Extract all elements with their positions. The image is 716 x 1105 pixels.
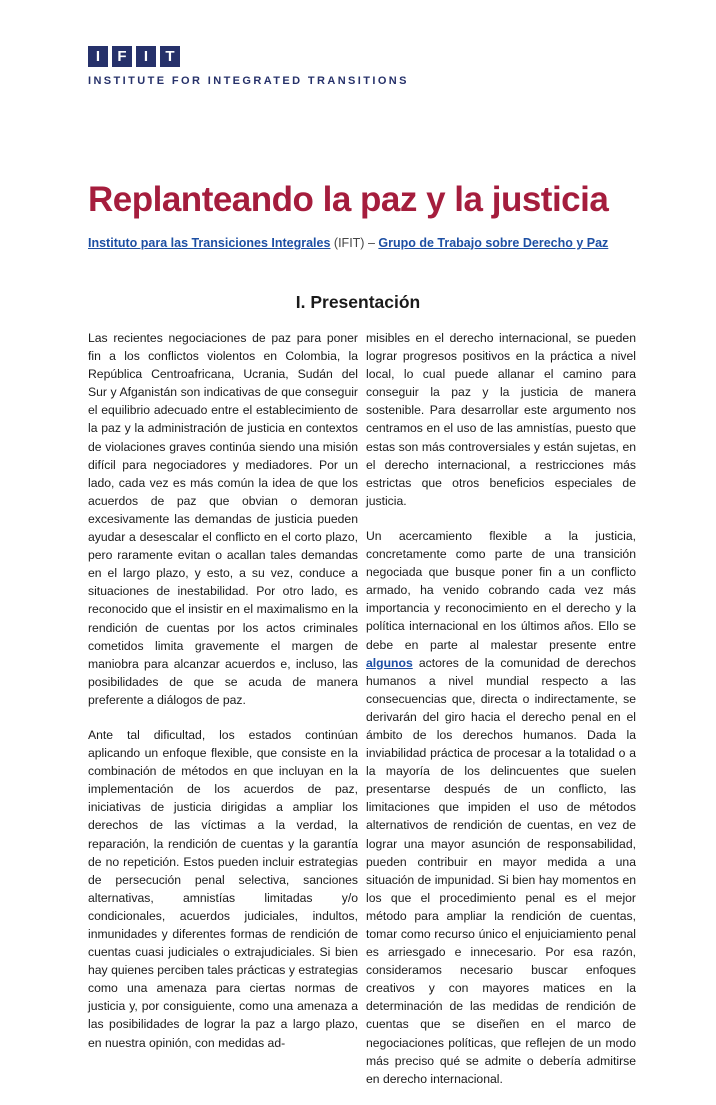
paragraph: Ante tal dificultad, los estados continúan aplicando un enfoque flexible, que consiste en la combinación de métodos en que incluyan en la implementación de los acuerdos de paz, iniciativas de justicia dirigidas a ampliar los derechos de las víctimas a la verdad, la reparación, la rendición de cuentas y la garantía de no repetición. Estos pueden incluir estrategias de persecución penal selectiva, sanciones alternativas, amnistías limitadas y/o condicionales, acuerdos judiciales, indultos, inmunidades y diferentes formas de rendición de cuentas cuasi judiciales o extrajudiciales. Si bien hay quienes perciben tales prácticas y estrategias como una amenaza para ciertas normas de justicia y, por consiguiente, como una amenaza a las posibilidades de lograr la paz a largo plazo, en nuestra opinión, con medidas ad-	[88, 727, 358, 1050]
algunos-link[interactable]: algunos	[366, 655, 413, 670]
paragraph-text: actores de la comunidad de derechos humanos a nivel mundial respecto a las consecuencias que, directa o indirectamente, se derivarán del giro hacia el derecho penal en el ámbito de los derechos humanos. Dada la inviabilidad práctica de procesar a la totalidad o a la mayoría de los delincuentes que suelen presentarse después de un conflicto, las limitaciones que impiden el uso de métodos alternativos de rendición de cuentas, en vez de lograr una mayor asunción de responsabilidad, pueden contribuir en mayor medida a una situación de impunidad. Si bien hay momentos en los que el procedimiento penal es el mejor método para ampliar la rendición de cuentas, tomar como recurso único el enjuiciamiento penal es arriesgado e innecesario. Por esa razón, consideramos necesario buscar enfoques creativos y con mayores matices en la determinación de las medidas de rendición de cuentas que se diseñen en el marco de negociaciones políticas, que reflejen de un modo más preciso qué se admite o debería admitirse en derecho internacional.	[366, 655, 636, 1086]
logo-letter-i: I	[88, 46, 108, 67]
institute-tagline: INSTITUTE FOR INTEGRATED TRANSITIONS	[88, 75, 409, 87]
institute-link[interactable]: Instituto para las Transiciones Integrales	[88, 236, 331, 250]
paragraph	[366, 527, 636, 1088]
ifit-abbreviation: (IFIT) –	[330, 236, 379, 250]
right-column	[366, 329, 636, 1105]
logo-letter-f: F	[112, 46, 132, 67]
logo-letter-i2: I	[136, 46, 156, 67]
authors-line	[88, 236, 608, 250]
left-column	[88, 329, 358, 1069]
section-heading: I. Presentación	[295, 292, 421, 312]
page-title: Replanteando la paz y la justicia	[88, 180, 609, 219]
ifit-logo	[88, 46, 180, 67]
paragraph: misibles en el derecho internacional, se pueden lograr progresos positivos en la práctica a nivel local, lo cual puede allanar el camino para conseguir la paz y la justicia de manera sostenible. Para desarrollar este argumento nos centramos en el uso de las amnistías, puesto que estas son más controversiales y están sujetas, en el derecho internacional, a restricciones más estrictas que otros beneficios especiales de justicia.	[366, 331, 636, 508]
working-group-link[interactable]: Grupo de Trabajo sobre Derecho y Paz	[378, 236, 609, 250]
logo-letter-t: T	[160, 46, 180, 67]
paragraph: Las recientes negociaciones de paz para poner fin a los conflictos violentos en Colombia, la República Centroafricana, Ucrania, Sudán del Sur y Afganistán son indicativas de que conseguir el equilibrio adecuado entre el establecimiento de la paz y la administración de justicia en contextos de violaciones graves continúa siendo una misión difícil para negociadores y mediadores. Por un lado, cada vez es más común la idea de que los acuerdos de paz que obvian o demoran excesivamente las demandas de justicia pueden ayudar a desescalar el conflicto en el corto plazo, pero raramente evitan o acallan tales demandas en el largo plazo, y esto, a su vez, conduce a situaciones de inestabilidad. Por otro lado, es reconocido que el insistir en el maximalismo en la rendición de cuentas por los actos criminales cometidos limita gravemente el margen de maniobra para alcanzar acuerdos e, incluso, las posibilidades de que se acuda de manera preferente a diálogos de paz.	[88, 331, 358, 707]
paragraph-text: Un acercamiento flexible a la justicia, concretamente como parte de una transición negociada que busque poner fin a un conflicto armado, ha venido cobrando cada vez más importancia y reconocimiento en el derecho y la política internacional en los últimos años. Ello se debe en parte al malestar presente entre	[366, 528, 636, 652]
